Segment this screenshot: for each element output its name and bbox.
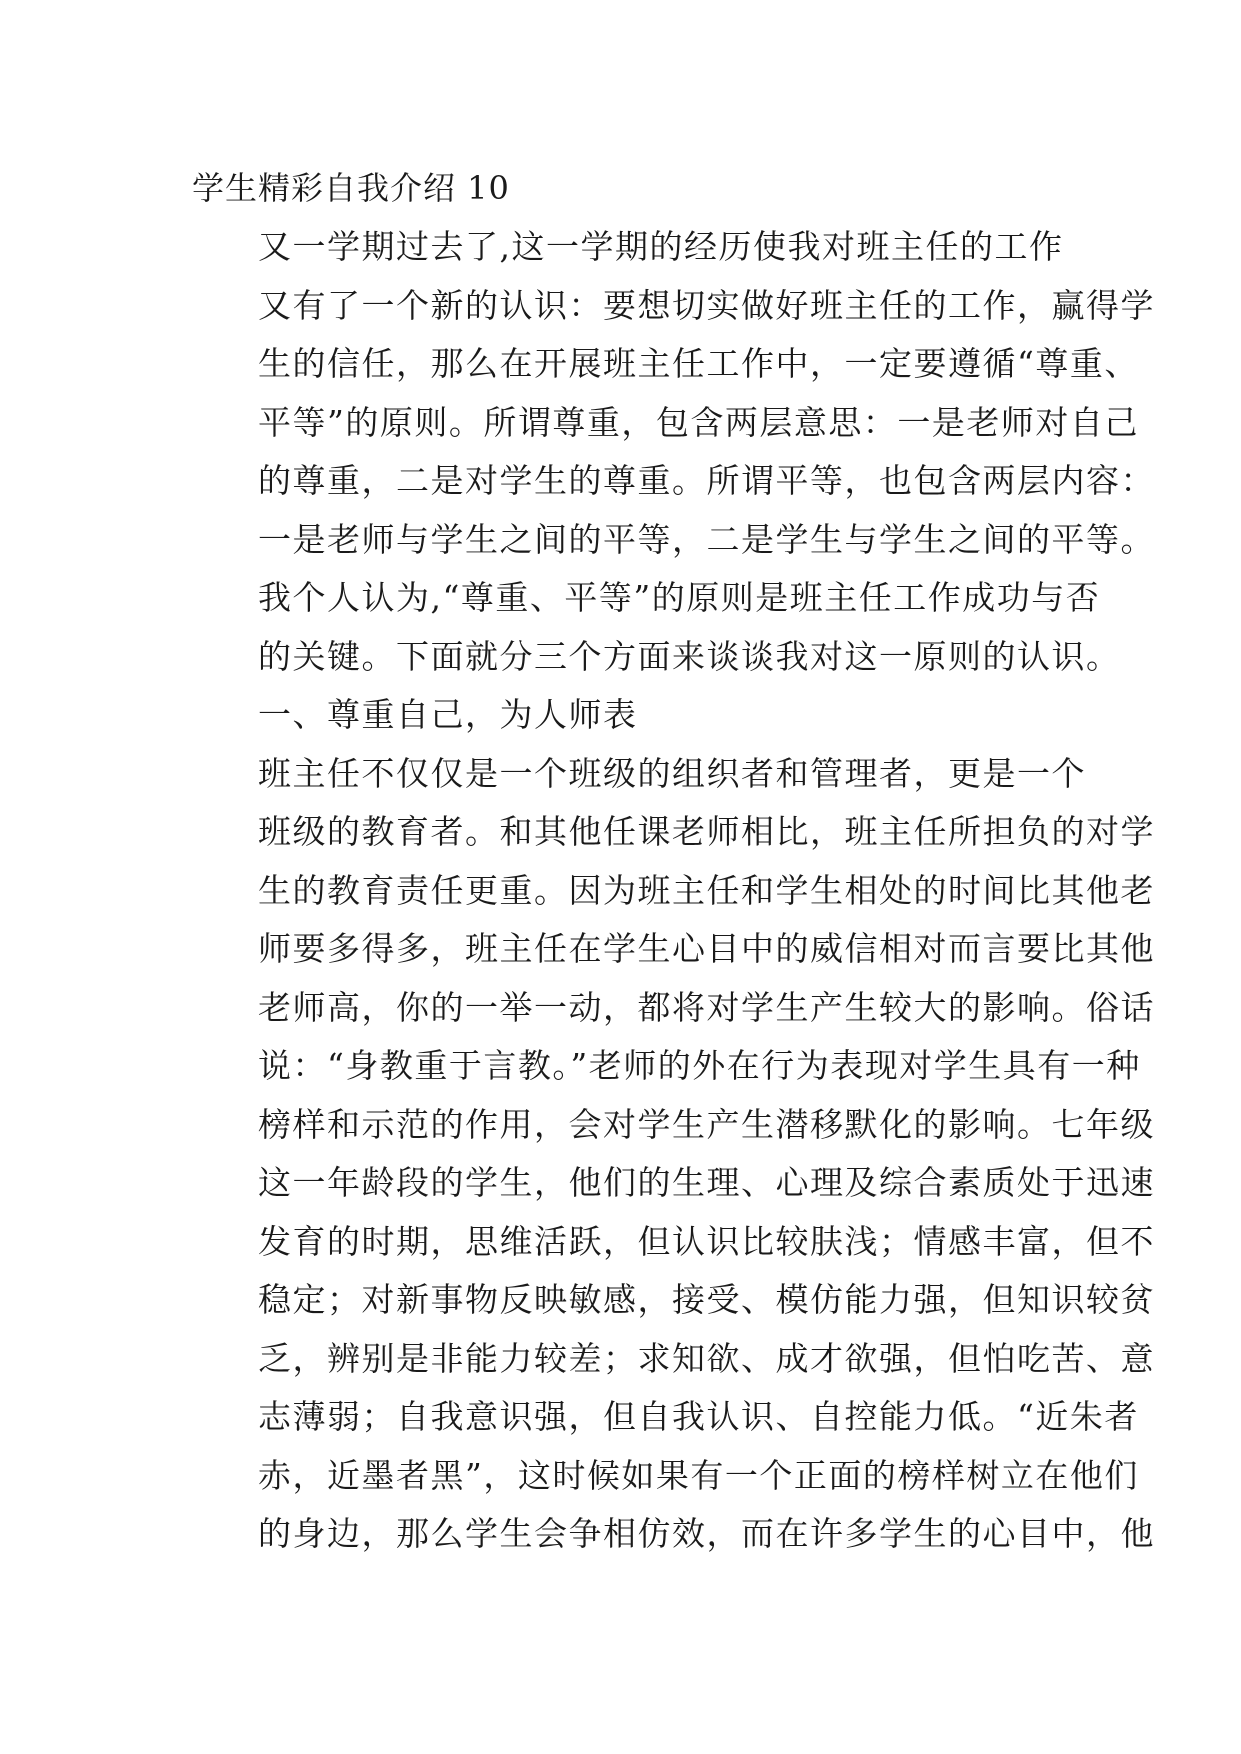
text-line: 生的信任，那么在开展班主任工作中，一定要遵循“尊重、 <box>258 344 1139 383</box>
text-line: 我个人认为,“尊重、平等”的原则是班主任工作成功与否 <box>258 578 1101 617</box>
text-line: 志薄弱；自我意识强，但自我认识、自控能力低。“近朱者 <box>258 1397 1139 1436</box>
text-line: 的尊重，二是对学生的尊重。所谓平等，也包含两层内容： <box>258 461 1155 500</box>
text-line: 老师高，你的一举一动，都将对学生产生较大的影响。俗话 <box>258 987 1155 1027</box>
text-line: 的身边，那么学生会争相仿效，而在许多学生的心目中，他 <box>258 1514 1155 1553</box>
text-line: 的关键。下面就分三个方面来谈谈我对这一原则的认识。 <box>258 636 1121 676</box>
text-line: 班级的教育者。和其他任课老师相比，班主任所担负的对学 <box>258 812 1155 851</box>
intro-paragraph <box>192 218 1155 686</box>
text-line: 乏，辨别是非能力较差；求知欲、成才欲强，但怕吃苦、意 <box>258 1338 1155 1378</box>
text-line: 说：“身教重于言教。”老师的外在行为表现对学生具有一种 <box>258 1046 1141 1085</box>
text-line: 榜样和示范的作用，会对学生产生潜移默化的影响。七年级 <box>258 1104 1155 1144</box>
document-body <box>192 158 1155 1564</box>
text-line: 师要多得多，班主任在学生心目中的威信相对而言要比其他 <box>258 929 1155 968</box>
text-line: 生的教育责任更重。因为班主任和学生相处的时间比其他老 <box>258 870 1155 910</box>
text-line: 稳定；对新事物反映敏感，接受、模仿能力强，但知识较贫 <box>258 1280 1155 1319</box>
text-line: 一、尊重自己，为人师表 <box>258 695 638 734</box>
text-line: 这一年龄段的学生，他们的生理、心理及综合素质处于迅速 <box>258 1163 1155 1202</box>
text-line: 赤，近墨者黑”，这时候如果有一个正面的榜样树立在他们 <box>258 1455 1139 1495</box>
document-title: 学生精彩自我介绍 10 <box>192 169 510 207</box>
text-line: 又有了一个新的认识：要想切实做好班主任的工作，赢得学 <box>258 285 1155 325</box>
text-line: 平等”的原则。所谓尊重，包含两层意思：一是老师对自己 <box>258 402 1139 442</box>
text-line: 班主任不仅仅是一个班级的组织者和管理者，更是一个 <box>258 753 1086 793</box>
text-line: 发育的时期，思维活跃，但认识比较肤浅；情感丰富，但不 <box>258 1221 1155 1261</box>
section-heading <box>192 686 1054 745</box>
text-line: 又一学期过去了,这一学期的经历使我对班主任的工作 <box>258 227 1064 266</box>
text-line: 一是老师与学生之间的平等，二是学生与学生之间的平等。 <box>258 519 1155 559</box>
section-paragraph <box>192 745 1155 1564</box>
